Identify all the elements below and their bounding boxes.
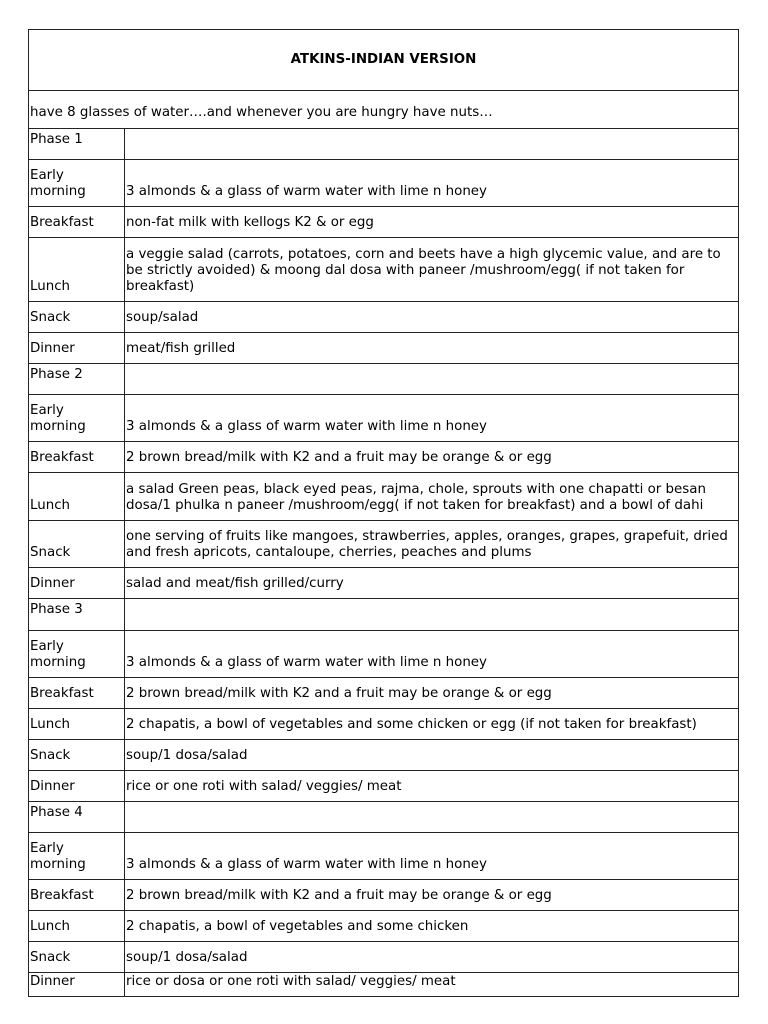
meal-row: [29, 473, 739, 521]
meal-label: Breakfast: [29, 678, 125, 709]
water-note: have 8 glasses of water….and whenever you are hungry have nuts…: [29, 91, 739, 129]
meal-label: Dinner: [29, 568, 125, 599]
meal-row: [29, 771, 739, 802]
phase-row: [29, 802, 739, 833]
meal-description: 2 brown bread/milk with K2 and a fruit may be orange & or egg: [125, 880, 739, 911]
meal-label: Lunch: [29, 911, 125, 942]
phase-row: [29, 599, 739, 631]
meal-row: [29, 207, 739, 238]
meal-description: a veggie salad (carrots, potatoes, corn and beets have a high glycemic value, and are to be strictly avoided) & moong dal dosa with paneer /mushroom/egg( if not taken for breakfast): [125, 238, 739, 302]
meal-label: Breakfast: [29, 880, 125, 911]
meal-description: 3 almonds & a glass of warm water with lime n honey: [125, 631, 739, 678]
meal-row: [29, 942, 739, 973]
phase-row: [29, 364, 739, 395]
meal-description: 3 almonds & a glass of warm water with lime n honey: [125, 833, 739, 880]
meal-row: [29, 395, 739, 442]
meal-label: Lunch: [29, 473, 125, 521]
meal-description: 2 brown bread/milk with K2 and a fruit may be orange & or egg: [125, 678, 739, 709]
meal-description: non-fat milk with kellogs K2 & or egg: [125, 207, 739, 238]
meal-label: Breakfast: [29, 207, 125, 238]
meal-row: [29, 442, 739, 473]
meal-description: rice or dosa or one roti with salad/ veggies/ meat: [125, 973, 739, 997]
meal-label: Early morning: [29, 395, 125, 442]
meal-label: Snack: [29, 942, 125, 973]
meal-label: Dinner: [29, 771, 125, 802]
meal-description: one serving of fruits like mangoes, strawberries, apples, oranges, grapes, grapefuit, dried and fresh apricots, cantaloupe, cherries, peaches and plums: [125, 521, 739, 568]
meal-label: Dinner: [29, 333, 125, 364]
document-title: ATKINS-INDIAN VERSION: [29, 30, 739, 91]
meal-label: Snack: [29, 302, 125, 333]
meal-row: [29, 568, 739, 599]
phase-label: Phase 3: [29, 599, 125, 631]
meal-label: Breakfast: [29, 442, 125, 473]
meal-row: [29, 521, 739, 568]
phase-value: [125, 802, 739, 833]
meal-row: [29, 160, 739, 207]
phase-value: [125, 599, 739, 631]
meal-label: Early morning: [29, 160, 125, 207]
meal-row: [29, 833, 739, 880]
meal-row: [29, 973, 739, 997]
meal-label: Snack: [29, 521, 125, 568]
meal-row: [29, 631, 739, 678]
meal-description: salad and meat/fish grilled/curry: [125, 568, 739, 599]
meal-label: Snack: [29, 740, 125, 771]
meal-row: [29, 880, 739, 911]
meal-row: [29, 678, 739, 709]
meal-row: [29, 709, 739, 740]
meal-description: meat/fish grilled: [125, 333, 739, 364]
meal-description: soup/1 dosa/salad: [125, 942, 739, 973]
meal-label: Early morning: [29, 833, 125, 880]
phase-label: Phase 4: [29, 802, 125, 833]
meal-description: a salad Green peas, black eyed peas, rajma, chole, sprouts with one chapatti or besan dosa/1 phulka n paneer /mushroom/egg( if not taken for breakfast) and a bowl of dahi: [125, 473, 739, 521]
meal-row: [29, 333, 739, 364]
meal-description: 3 almonds & a glass of warm water with lime n honey: [125, 160, 739, 207]
meal-label: Lunch: [29, 709, 125, 740]
meal-description: 2 brown bread/milk with K2 and a fruit may be orange & or egg: [125, 442, 739, 473]
phase-label: Phase 2: [29, 364, 125, 395]
meal-description: 2 chapatis, a bowl of vegetables and some chicken or egg (if not taken for breakfast): [125, 709, 739, 740]
phase-value: [125, 129, 739, 160]
meal-description: 3 almonds & a glass of warm water with lime n honey: [125, 395, 739, 442]
meal-description: rice or one roti with salad/ veggies/ meat: [125, 771, 739, 802]
phase-row: [29, 129, 739, 160]
diet-plan-table: [28, 29, 739, 997]
phase-value: [125, 364, 739, 395]
meal-description: soup/1 dosa/salad: [125, 740, 739, 771]
diet-plan-sheet: [28, 29, 738, 997]
meal-row: [29, 302, 739, 333]
meal-label: Lunch: [29, 238, 125, 302]
meal-row: [29, 238, 739, 302]
meal-description: 2 chapatis, a bowl of vegetables and some chicken: [125, 911, 739, 942]
meal-label: Dinner: [29, 973, 125, 997]
meal-label: Early morning: [29, 631, 125, 678]
phase-label: Phase 1: [29, 129, 125, 160]
note-row: [29, 91, 739, 129]
meal-description: soup/salad: [125, 302, 739, 333]
meal-row: [29, 740, 739, 771]
title-row: [29, 30, 739, 91]
meal-row: [29, 911, 739, 942]
